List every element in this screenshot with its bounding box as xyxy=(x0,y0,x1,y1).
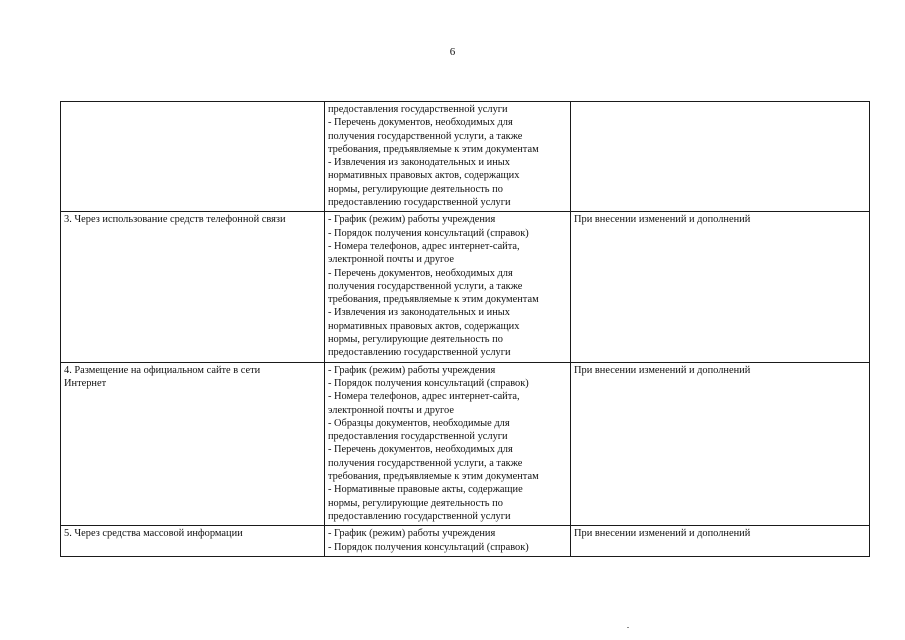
table-row xyxy=(61,102,870,212)
cell-text-line: - Извлечения из законодательных и иных xyxy=(328,307,510,319)
cell-text-line: 4. Размещение на официальном сайте в сети xyxy=(64,364,261,376)
cell-text-line: 3. Через использование средств телефонной связи xyxy=(64,214,286,226)
cell-text-line: нормы, регулирующие деятельность по xyxy=(328,497,503,509)
content-cell xyxy=(325,102,571,212)
cell-text-line: нормы, регулирующие деятельность по xyxy=(328,334,503,346)
cell-text-line: - Образцы документов, необходимые для xyxy=(328,417,510,429)
cell-text-line: предоставлению государственной услуги xyxy=(328,347,511,359)
cell-text-line: - Номера телефонов, адрес интернет-сайта, xyxy=(328,240,520,252)
method-cell xyxy=(61,362,325,526)
cell-text-line: предоставлению государственной услуги xyxy=(328,197,511,209)
cell-text-line: нормы, регулирующие деятельность по xyxy=(328,183,503,195)
method-cell xyxy=(61,212,325,362)
cell-text-line: предоставления государственной услуги xyxy=(328,104,508,115)
cell-text-line: При внесении изменений и дополнений xyxy=(574,364,751,376)
cell-text-line: - Перечень документов, необходимых для xyxy=(328,117,513,129)
content-cell xyxy=(325,362,571,526)
cell-text-line: Интернет xyxy=(64,377,107,389)
cell-text-line: электронной почты и другое xyxy=(328,254,454,266)
cell-text-line: - Перечень документов, необходимых для xyxy=(328,267,513,279)
table-row xyxy=(61,526,870,557)
cell-text-line: требования, предъявляемые к этим документам xyxy=(328,294,539,306)
cell-text-line: требования, предъявляемые к этим документам xyxy=(328,143,539,155)
cell-text-line: - График (режим) работы учреждения xyxy=(328,214,496,226)
cell-text-line: получения государственной услуги, а также xyxy=(328,457,523,469)
cell-text-line: - Извлечения из законодательных и иных xyxy=(328,157,510,169)
page-number: 6 xyxy=(449,46,456,58)
period-cell xyxy=(571,212,870,362)
cell-text-line: - Нормативные правовые акты, содержащие xyxy=(328,484,523,496)
method-cell xyxy=(61,102,325,212)
table-row xyxy=(61,212,870,362)
period-cell xyxy=(571,102,870,212)
content-cell xyxy=(325,526,571,557)
cell-text-line: требования, предъявляемые к этим документам xyxy=(328,471,539,483)
cell-text-line: нормативных правовых актов, содержащих xyxy=(328,320,520,332)
cell-text-line: электронной почты и другое xyxy=(328,404,454,416)
cell-text-line: нормативных правовых актов, содержащих xyxy=(328,170,520,182)
cell-text-line: - Перечень документов, необходимых для xyxy=(328,444,513,456)
scan-speckle xyxy=(627,627,629,628)
cell-text-line: - Номера телефонов, адрес интернет-сайта, xyxy=(328,391,520,403)
method-cell xyxy=(61,526,325,557)
cell-text-line: При внесении изменений и дополнений xyxy=(574,214,751,226)
content-cell xyxy=(325,212,571,362)
cell-text-line: предоставлению государственной услуги xyxy=(328,510,511,522)
information-methods-table xyxy=(60,101,870,557)
cell-text-line: - График (режим) работы учреждения xyxy=(328,528,496,540)
table-row xyxy=(61,362,870,526)
cell-text-line: При внесении изменений и дополнений xyxy=(574,528,751,540)
cell-text-line: - График (режим) работы учреждения xyxy=(328,364,496,376)
table-body xyxy=(61,102,870,557)
cell-text-line: - Порядок получения консультаций (справок) xyxy=(328,227,529,239)
period-cell xyxy=(571,526,870,557)
cell-text-line: получения государственной услуги, а также xyxy=(328,280,523,292)
cell-text-line: 5. Через средства массовой информации xyxy=(64,528,243,540)
cell-text-line: - Порядок получения консультаций (справок) xyxy=(328,541,529,553)
cell-text-line: предоставления государственной услуги xyxy=(328,431,508,443)
cell-text-line: - Порядок получения консультаций (справок) xyxy=(328,377,529,389)
period-cell xyxy=(571,362,870,526)
cell-text-line: получения государственной услуги, а также xyxy=(328,130,523,142)
